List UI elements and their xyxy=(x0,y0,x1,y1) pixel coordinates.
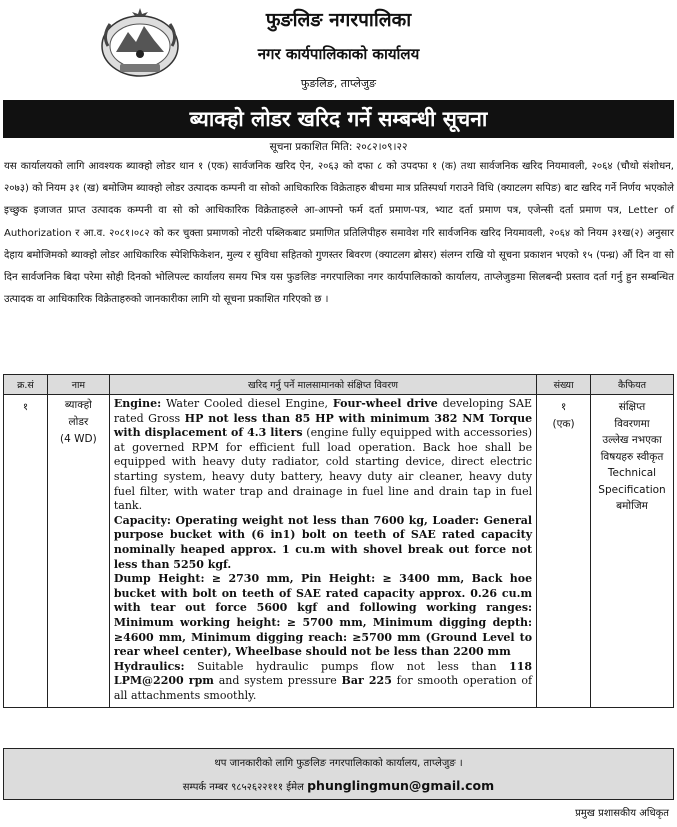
header-name: नाम xyxy=(47,375,109,395)
remarks-line: Specification xyxy=(598,483,666,496)
remarks-line: उल्लेख नभएका xyxy=(602,434,662,446)
engine-text: (engine fully equipped with accessories) at governed RPM for efficient full load operation. Back hoe shall be equipped with heavy duty radiator, cold starting device, direct electric starting system, heavy duty battery, heavy duty air cleaner, heavy duty fuel filter, with water trap and drainage in fuel line and drain tap in fuel tank. xyxy=(113,426,533,513)
header-quantity: संख्या xyxy=(537,375,591,395)
remarks-line: Technical xyxy=(607,467,657,479)
hydraulics-text: Suitable hydraulic pumps flow not less than xyxy=(184,659,510,673)
signatory-title: प्रमुख प्रशासकीय अधिकृत xyxy=(575,808,669,819)
engine-text: developing SAE rated Gross xyxy=(113,397,533,425)
published-date: सूचना प्रकाशित मिति: २०८२।०९।२२ xyxy=(269,141,408,153)
office-name: नगर कार्यपालिकाको कार्यालय xyxy=(257,45,420,63)
header-description: खरिद गर्नु पर्ने मालसामानको संक्षिप्त विवरण xyxy=(109,375,536,395)
hydraulics-text: for smooth operation of all attachments smoothly. xyxy=(113,674,533,702)
remarks-line: विवरणमा xyxy=(614,417,650,430)
contact-email: phunglingmun@gmail.com xyxy=(307,778,495,793)
header-remarks: कैफियत xyxy=(591,375,674,395)
municipality-name: फुङलिङ नगरपालिका xyxy=(265,9,412,31)
hydraulics-label: Hydraulics: xyxy=(113,659,185,673)
engine-bold: Four-wheel drive xyxy=(332,397,438,410)
notice-body: यस कार्यालयको लागि आवश्यक ब्याक्हो लोडर थान १ (एक) सार्वजनिक खरिद ऐन, २०६३ को दफा ८ को उपदफा १ (क) तथा सार्वजनिक खरिद नियमावली, २०६४ (चौथो संशोधन, २०७३) को नियम ३१ (ख) बमोजिम ब्याक्हो लोडर उत्पादक कम्पनी वा सोको आधिकारिक विक्रेताहरु बीचमा मात्र प्रतिस्पर्धा गराउने विधि (क्याटलग सपिङ) बाट खरिद गर्ने निर्णय भएकोले इच्छुक इजाजत प्राप्त उत्पादक कम्पनी वा सो को आधिकारिक विक्रेताहरुले आ-आफ्नो फर्म दर्ता प्रमाण-पत्र, भ्याट दर्ता प्रमाण पत्र, एजेन्सी दर्ता प्रमाण पत्र, Letter of Authorization र आ.व. २०८१।०८२ को कर चुक्ता प्रमाणको नोटरी पब्लिकबाट प्रमाणित प्रतिलिपीहरु समावेश गरि सार्वजनिक खरिद नियमावली, २०६४ को नियम ३१ख(२) अनुसार देहाय बमोजिमको ब्याक्हो लोडर आधिकारिक स्पेशिफिकेशन, मुल्य र सुविधा सहितको गुणस्तर बिवरण (क्याटलग ब्रोसर) संलग्न राखि यो सूचना प्रकाशन भएको १५ (पन्ध्र) औं दिन वा सो दिन सार्वजनिक बिदा परेमा सोही दिनको भोलिपल्ट कार्यालय समय भित्र यस फुङलिङ नगरपालिका नगर कार्यपालिकाको कार्यालय, ताप्लेजुङमा सिलबन्दी प्रस्ताव दर्ता गर्नु हुन सम्बन्धित उत्पादक वा आधिकारिक विक्रेताहरुको जानकारीका लागि यो सूचना प्रकाशित गरिएको छ । xyxy=(4,161,674,306)
contact-phone: सम्पर्क नम्बर ९८५२६२२१११ ईमेल xyxy=(182,782,308,793)
cell-description xyxy=(109,395,536,708)
letterhead xyxy=(0,0,677,102)
engine-bold: HP not less than 85 HP with minimum 382 NM Torque with displacement of 4.3 liters xyxy=(113,411,533,440)
item-name-line: लोडर xyxy=(68,416,89,428)
dump-spec xyxy=(114,572,532,660)
cell-quantity xyxy=(537,395,591,708)
hydraulics-text: and system pressure xyxy=(213,674,342,688)
header-sn: क्र.सं xyxy=(4,375,48,395)
capacity-spec xyxy=(114,514,532,572)
capacity-text: Capacity: Operating weight not less than 7600 kg, Loader: General purpose bucket with (6 in1) bolt on teeth of SAE rated capacity nominally heaped approx. 1 cu.m with shovel break out force not less than 5250 kgf. xyxy=(113,513,533,571)
cell-remarks xyxy=(591,395,674,708)
engine-label: Engine: xyxy=(113,397,162,410)
procurement-table xyxy=(3,374,674,708)
remarks-line: बमोजिम xyxy=(616,500,648,512)
nepal-government-emblem-icon xyxy=(98,6,182,78)
dump-text: Dump Height: ≥ 2730 mm, Pin Height: ≥ 3400 mm, Back hoe bucket with bolt on teeth of SAE rated capacity approx. 0.26 cu.m with tear out force 5600 kgf and following working ranges: Minimum working height: ≥ 5700 mm, Minimum digging depth: ≥4600 mm, Minimum digging reach: ≥5700 mm (Ground Level to rear wheel center), Wheelbase should not be less than 2200 mm xyxy=(113,572,533,659)
cell-sn: १ xyxy=(4,395,48,708)
quantity-line: (एक) xyxy=(552,418,575,430)
quantity-line: १ xyxy=(560,401,567,413)
cell-name xyxy=(47,395,109,708)
notice-title: ब्याक्हो लोडर खरिद गर्ने सम्बन्धी सूचना xyxy=(3,100,674,138)
table-row xyxy=(4,395,674,708)
hydraulics-spec xyxy=(114,660,532,704)
hydraulics-bold: Bar 225 xyxy=(341,674,392,688)
hydraulics-bold: 118 LPM@2200 rpm xyxy=(113,659,533,688)
office-address: फुङलिङ, ताप्लेजुङ xyxy=(300,77,377,90)
contact-info: थप जानकारीको लागि फुङलिङ नगरपालिकाको कार्यालय, ताप्लेजुङ । xyxy=(214,758,463,769)
item-name-line: ब्याक्हो xyxy=(64,399,92,411)
remarks-line: विषयहरु स्वीकृत xyxy=(600,450,664,463)
contact-box xyxy=(3,748,674,800)
engine-text: Water Cooled diesel Engine, xyxy=(161,397,333,410)
contact-phone-line xyxy=(4,778,673,793)
table-header-row xyxy=(4,375,674,395)
item-name-line: (4 WD) xyxy=(60,433,97,445)
engine-spec xyxy=(114,397,532,514)
remarks-line: संक्षिप्त xyxy=(618,401,646,413)
